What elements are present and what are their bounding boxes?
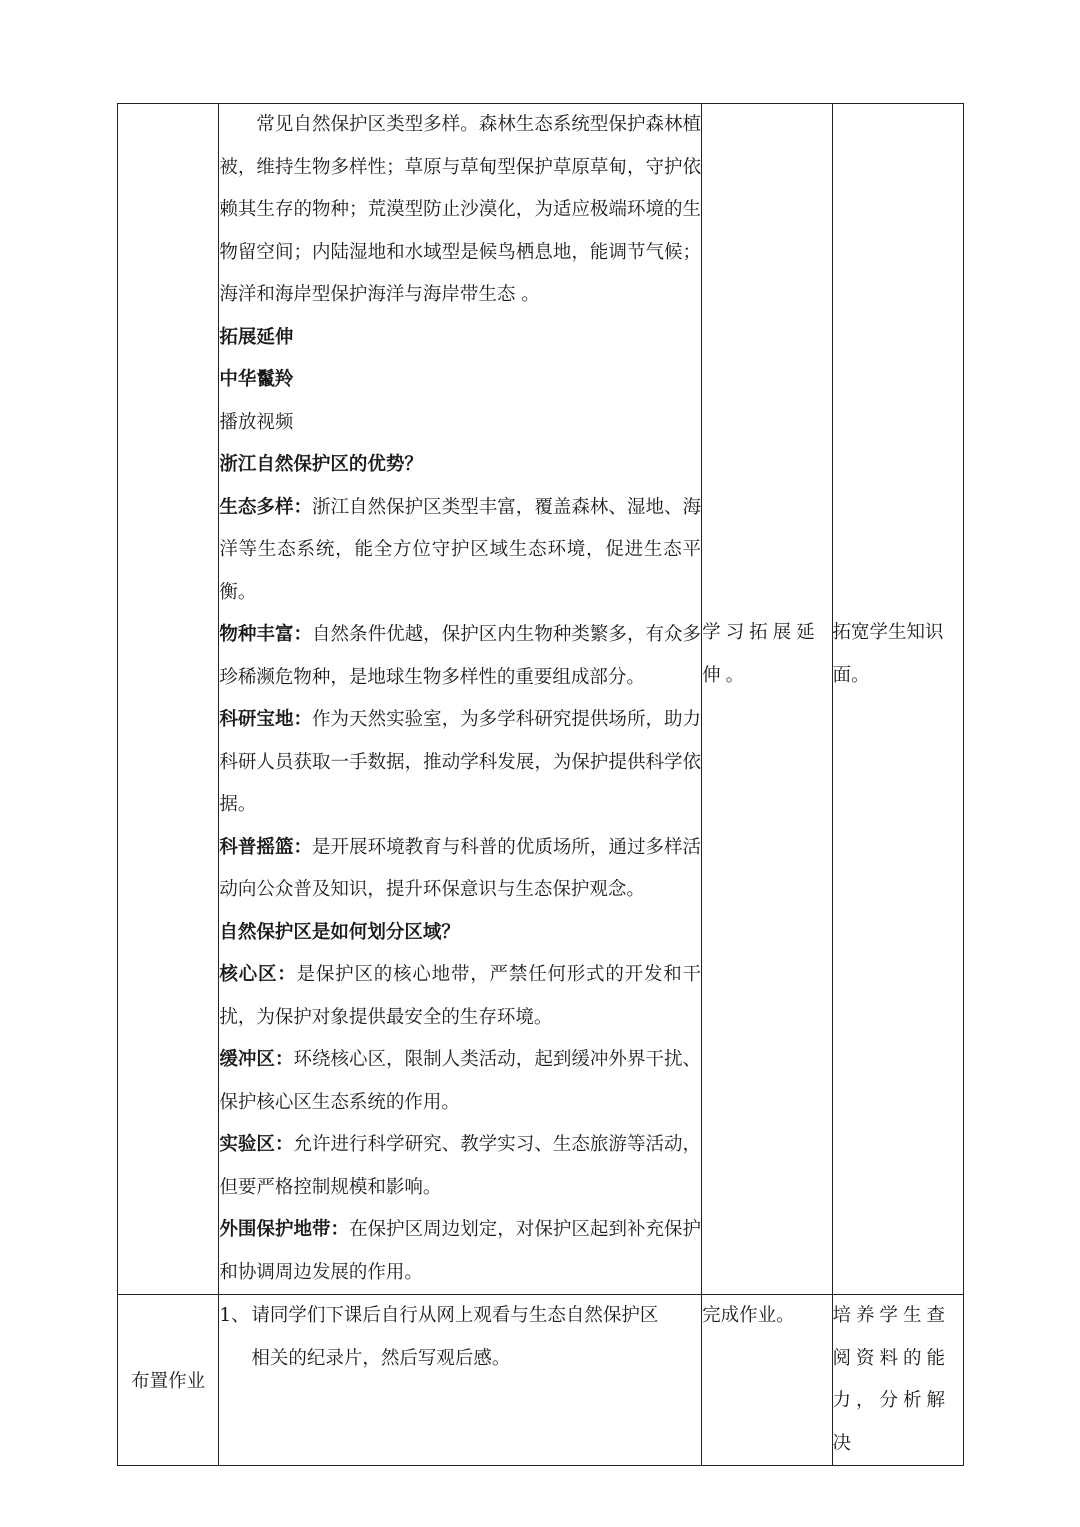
advantage-item [219, 699, 701, 827]
homework-item-number: 1、 [219, 1305, 250, 1326]
zone-text: 允许进行科学研究、教学实习、生态旅游等活动，但要严格控制规模和影响。 [219, 1134, 702, 1198]
zone-text: 环绕核心区，限制人类活动，起到缓冲外界干扰、保护核心区生态系统的作用。 [219, 1049, 702, 1113]
advantage-text: 自然条件优越，保护区内生物种类繁多，有众多珍稀濒危物种，是地球生物多样性的重要组成部分。 [219, 624, 702, 688]
zone-text: 在保护区周边划定，对保护区起到补充保护和协调周边发展的作用。 [219, 1219, 702, 1283]
advantage-item [219, 827, 701, 912]
zone-term: 外围保护地带： [219, 1219, 350, 1240]
homework-label: 布置作业 [118, 1295, 219, 1466]
intro-paragraph: 常见自然保护区类型多样。森林生态系统型保护森林植被，维持生物多样性；草原与草甸型保护草原草甸，守护依赖其生存的物种；荒漠型防止沙漠化，为适应极端环境的生物留空间；内陆湿地和水域型是候鸟栖息地，能调节气候；海洋和海岸型保护海洋与海岸带生态 。 [219, 114, 702, 305]
zone-item [219, 1039, 701, 1124]
zones-question: 自然保护区是如何划分区域？ [219, 921, 460, 943]
teacher-activity-cell [219, 104, 702, 1295]
advantage-term: 科研宝地： [219, 709, 312, 730]
lesson-plan-table [117, 103, 964, 1466]
student-activity-text: 学习拓展延伸。 [702, 622, 820, 686]
homework-item-line1: 请同学们下课后自行从网上观看与生态自然保护区 [251, 1305, 659, 1326]
zone-term: 核心区： [219, 964, 297, 985]
student-activity-cell [702, 104, 832, 1295]
extension-row [118, 104, 964, 1295]
empty-stage-cell [118, 104, 219, 1295]
advantage-text: 浙江自然保护区类型丰富，覆盖森林、湿地、海洋等生态系统，能全方位守护区域生态环境，促进生态平衡。 [219, 496, 702, 603]
homework-student-cell [702, 1295, 832, 1466]
advantage-text: 作为天然实验室，为多学科研究提供场所，助力科研人员获取一手数据，推动学科发展，为保护提供科学依据。 [219, 709, 702, 815]
advantage-term: 生态多样： [219, 496, 312, 518]
homework-item-line2: 相关的纪录片，然后写观后感。 [251, 1347, 511, 1369]
design-intent-text: 拓宽学生知识面。 [832, 622, 944, 686]
advantage-term: 物种丰富： [219, 624, 312, 645]
advantage-text: 是开展环境教育与科普的优质场所，通过多样活动向公众普及知识，提升环保意识与生态保护观念。 [219, 836, 702, 900]
advantage-item [219, 614, 701, 699]
zone-item [219, 954, 701, 1039]
advantage-question: 浙江自然保护区的优势？ [219, 454, 423, 475]
homework-student-text: 完成作业。 [702, 1305, 795, 1326]
zone-item [219, 1124, 701, 1209]
advantage-term: 科普摇篮： [219, 836, 312, 858]
china-serow-heading: 中华鬣羚 [219, 369, 294, 390]
zone-item [219, 1209, 701, 1294]
homework-content-cell [219, 1295, 702, 1466]
homework-intent-cell [832, 1295, 963, 1466]
play-video-text: 播放视频 [219, 411, 294, 433]
advantage-item [219, 487, 701, 615]
zone-term: 实验区： [219, 1134, 294, 1155]
homework-row [118, 1295, 964, 1466]
extend-heading: 拓展延伸 [219, 326, 294, 348]
homework-intent-text: 培养学生查阅资料的能力，分析解决 [832, 1305, 951, 1454]
design-intent-cell [832, 104, 963, 1295]
homework-item [219, 1295, 701, 1338]
zone-text: 是保护区的核心地带，严禁任何形式的开发和干扰，为保护对象提供最安全的生存环境。 [219, 964, 702, 1028]
zone-term: 缓冲区： [219, 1049, 294, 1070]
